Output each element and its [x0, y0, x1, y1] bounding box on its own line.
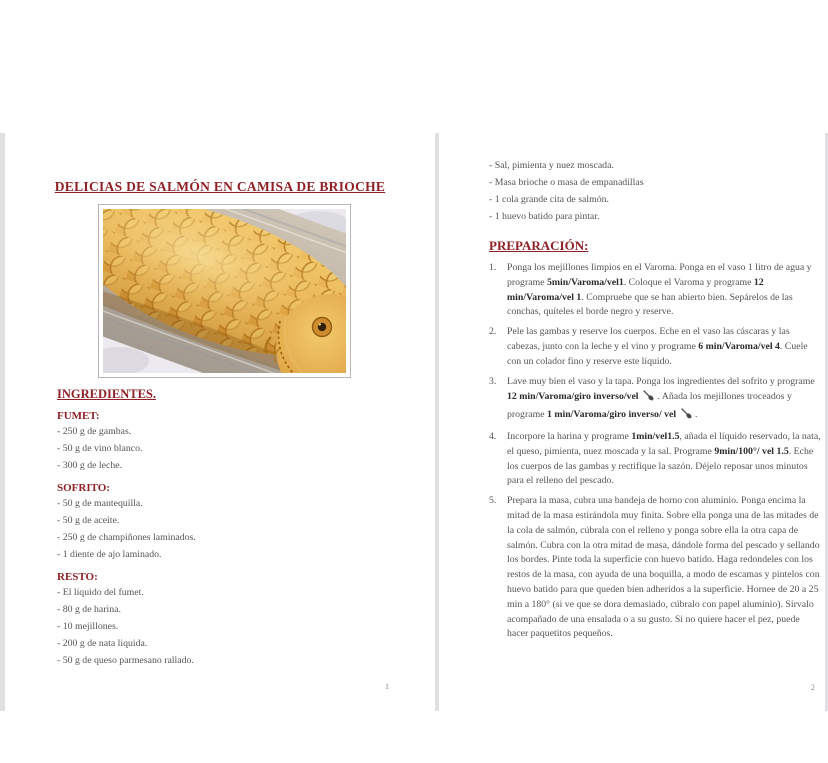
ingredients-list — [57, 410, 407, 669]
ingredient-section-heading: RESTO: — [57, 571, 98, 583]
recipe-title: DELICIAS DE SALMÓN EN CAMISA DE BRIOCHE — [54, 179, 386, 194]
step-number: 5. — [489, 495, 497, 507]
step-item — [489, 494, 821, 642]
ingredients-block — [57, 387, 407, 669]
ingredients-continued-list — [489, 157, 820, 225]
step-item — [489, 375, 821, 425]
step-number: 1. — [489, 262, 497, 273]
step-item — [489, 325, 821, 369]
recipe-photo — [103, 209, 346, 373]
ingredients-heading: INGREDIENTES. — [57, 387, 156, 401]
ingredient-item: - 300 g de leche. — [57, 460, 123, 471]
step-item — [489, 261, 821, 320]
step-text: Prepara la masa, cubra una bandeja de horno con aluminio. Ponga encima la mitad de la masa estirándola muy finita. Sobre ella ponga una de las mitades de la cola de salmón, cúbrala con el relleno y ponga sobre ella la otra capa de salmón. Cubra con la otra mitad de masa, dándole forma del pescado y sellando los bordes. Pinte toda la superficie con huevo batido. Haga redondeles con los restos de la masa, con ayuda de una boquilla, a modo de escamas y píntelos con huevo batido para que queden bien adheridos a la superficie. Hornee de 20 a 25 min a 180° (si ve que se dora demasiado, cúbralo con papel aluminio). Sírvalo acompañado de una ensalada o a su gusto. Si no quiere hacer el pez, puede hacer paquetitos pequeños. — [507, 495, 820, 640]
step-text: Ponga los mejillones limpios en el Varoma. Ponga en el vaso 1 litro de agua y programe 5min/Varoma/vel1. Coloque el Varoma y programe 12 min/Varoma/vel 1. Compruebe que se han abierto bien. Sepárelos de las conchas, quíteles el borde negro y reserve. — [507, 262, 812, 318]
preparation-heading: PREPARACIÓN: — [489, 238, 589, 253]
ingredient-item: - 1 huevo batido para pintar. — [489, 211, 600, 222]
step-text: Incorpore la harina y programe 1min/vel1.5, añada el líquido reservado, la nata, el queso, pimienta, nuez moscada y la sal. Programe 9min/100°/ vel 1.5. Eche los cuerpos de las gambas y rectifique la sazón. Déjelo reposar unos minutos para el relleno del pescado. — [507, 430, 821, 487]
spoon-icon — [680, 407, 692, 425]
ingredient-item: - 250 g de champiñones laminados. — [57, 532, 196, 543]
ingredient-item: - Sal, pimienta y nuez moscada. — [489, 160, 614, 171]
step-item — [489, 430, 821, 489]
ingredient-section-heading: FUMET: — [57, 410, 100, 422]
page-2 — [439, 133, 825, 711]
step-number: 2. — [489, 326, 497, 338]
ingredient-item: - 80 g de harina. — [57, 604, 121, 615]
ingredient-item: - 50 g de queso parmesano rallado. — [57, 655, 194, 666]
page-number-2: 2 — [811, 683, 815, 692]
page-number-1: 1 — [385, 682, 389, 691]
page-1 — [5, 133, 435, 711]
step-number: 3. — [489, 375, 497, 387]
recipe-photo-frame — [98, 204, 351, 378]
ingredient-section-heading: SOFRITO: — [57, 482, 110, 494]
document-viewer — [0, 133, 828, 711]
ingredient-item: - 10 mejillones. — [57, 621, 119, 632]
preparation-steps — [489, 261, 821, 642]
ingredient-item: - 1 diente de ajo laminado. — [57, 549, 162, 560]
spoon-icon — [642, 389, 654, 407]
ingredient-item: - 50 g de vino blanco. — [57, 443, 143, 454]
ingredient-item: - 50 g de mantequilla. — [57, 498, 143, 509]
ingredient-item: - 1 cola grande cita de salmón. — [489, 194, 609, 205]
ingredient-item: - 250 g de gambas. — [57, 426, 132, 437]
ingredient-item: - 200 g de nata liquida. — [57, 638, 148, 649]
step-number: 4. — [489, 430, 497, 442]
ingredient-item: - Masa brioche o masa de empanadillas — [489, 177, 644, 188]
step-text: Pele las gambas y reserve los cuerpos. Eche en el vaso las cáscaras y las cabezas, junto con la leche y el vino y programe 6 min/Varoma/vel 4. Cuele con un colador fino y reserve este líquido. — [507, 326, 808, 367]
ingredient-item: - El líquido del fumet. — [57, 587, 144, 598]
step-text: Lave muy bien el vaso y la tapa. Ponga los ingredientes del sofrito y programe 12 min/Varoma/giro inverso/vel . Añada los mejillones troceados y programe 1 min/Varoma/giro inverso/ vel . — [507, 376, 815, 421]
ingredient-item: - 50 g de aceite. — [57, 515, 120, 526]
